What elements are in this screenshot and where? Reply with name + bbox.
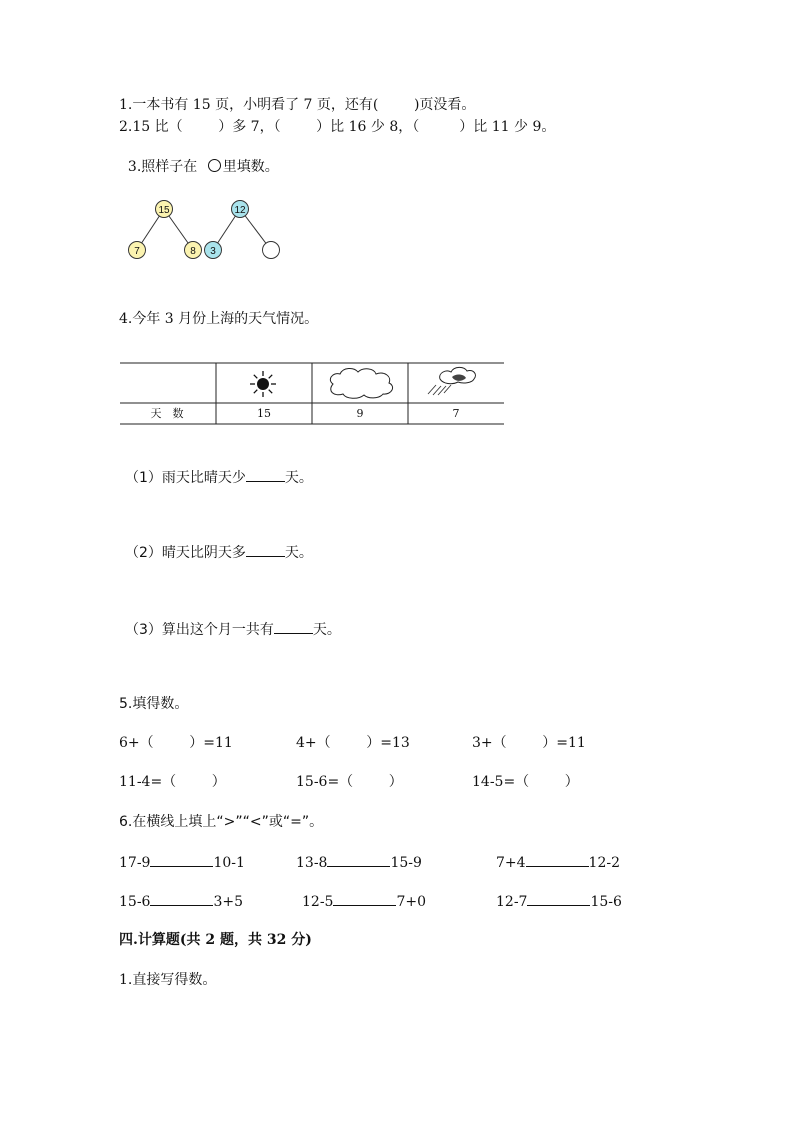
- fill-item: 15-6=（ ）: [296, 774, 403, 790]
- sub-question-2: [125, 542, 313, 562]
- sun-icon: [250, 371, 276, 397]
- days-value: 15: [257, 407, 271, 420]
- number-tree-diagram: [0, 0, 794, 300]
- compare-right: 10-1: [213, 855, 245, 871]
- compare-right: 12-2: [588, 855, 620, 871]
- sub-question-text: （1）雨天比晴天少: [125, 470, 246, 486]
- compare-right: 3+5: [213, 894, 243, 910]
- compare-blank[interactable]: [150, 891, 213, 906]
- tree-value: 12: [234, 205, 246, 216]
- compare-left: 7+4: [496, 855, 526, 871]
- fill-item: 11-4=（ ）: [119, 774, 226, 790]
- question-1: 1.一本书有 15 页，小明看了 7 页，还有( )页没看。: [119, 97, 476, 113]
- calc-question-1: 1.直接写得数。: [119, 972, 217, 988]
- cloud-icon: [330, 368, 392, 398]
- tree-value: 3: [210, 246, 216, 257]
- sub-question-unit: 天。: [284, 470, 313, 486]
- compare-left: 13-8: [296, 855, 328, 871]
- compare-item: [302, 891, 426, 911]
- compare-item: [496, 852, 620, 872]
- weather-table: [0, 355, 794, 435]
- compare-blank[interactable]: [327, 852, 390, 867]
- tree-value: 7: [134, 246, 140, 257]
- row-label: 天 数: [150, 407, 184, 420]
- compare-right: 7+0: [396, 894, 426, 910]
- compare-item: [296, 852, 422, 872]
- fill-item: 3+（ ）=11: [472, 735, 586, 751]
- compare-blank[interactable]: [526, 852, 589, 867]
- question-6-title: 6.在横线上填上“>”“<”或“=”。: [119, 814, 324, 830]
- compare-item: [496, 891, 622, 911]
- compare-item: [119, 852, 245, 872]
- fill-item: 6+（ ）=11: [119, 735, 233, 751]
- question-5-title: 5.填得数。: [119, 696, 189, 712]
- question-4: 4.今年 3 月份上海的天气情况。: [119, 311, 319, 327]
- compare-blank[interactable]: [527, 891, 590, 906]
- answer-blank[interactable]: [246, 467, 285, 482]
- compare-left: 12-5: [302, 894, 334, 910]
- question-3-prefix: 3.照样子在: [127, 159, 202, 175]
- days-value: 9: [356, 407, 364, 420]
- compare-right: 15-6: [590, 894, 622, 910]
- tree-value: 8: [190, 246, 196, 257]
- compare-left: 17-9: [119, 855, 151, 871]
- sub-question-text: （2）晴天比阴天多: [125, 545, 246, 561]
- compare-blank[interactable]: [333, 891, 396, 906]
- answer-blank[interactable]: [246, 542, 285, 557]
- tree-node-empty: [263, 242, 280, 259]
- fill-item: 14-5=（ ）: [472, 774, 579, 790]
- tree-value: 15: [158, 205, 170, 216]
- compare-left: 12-7: [496, 894, 528, 910]
- days-value: 7: [452, 407, 460, 420]
- sub-question-text: （3）算出这个月一共有: [125, 622, 274, 638]
- rain-cloud-icon: [428, 367, 475, 395]
- sub-question-unit: 天。: [312, 622, 341, 638]
- compare-blank[interactable]: [150, 852, 213, 867]
- answer-blank[interactable]: [274, 619, 313, 634]
- question-3-suffix: 里填数。: [222, 159, 279, 175]
- sub-question-3: [125, 619, 341, 639]
- fill-item: 4+（ ）=13: [296, 735, 410, 751]
- sub-question-unit: 天。: [284, 545, 313, 561]
- compare-item: [119, 891, 243, 911]
- question-2: 2.15 比（ ）多 7，（ ）比 16 少 8，（ ）比 11 少 9。: [119, 119, 556, 135]
- compare-left: 15-6: [119, 894, 151, 910]
- section-heading: 四.计算题(共 2 题，共 32 分): [119, 932, 312, 948]
- sub-question-1: [125, 467, 313, 487]
- compare-right: 15-9: [390, 855, 422, 871]
